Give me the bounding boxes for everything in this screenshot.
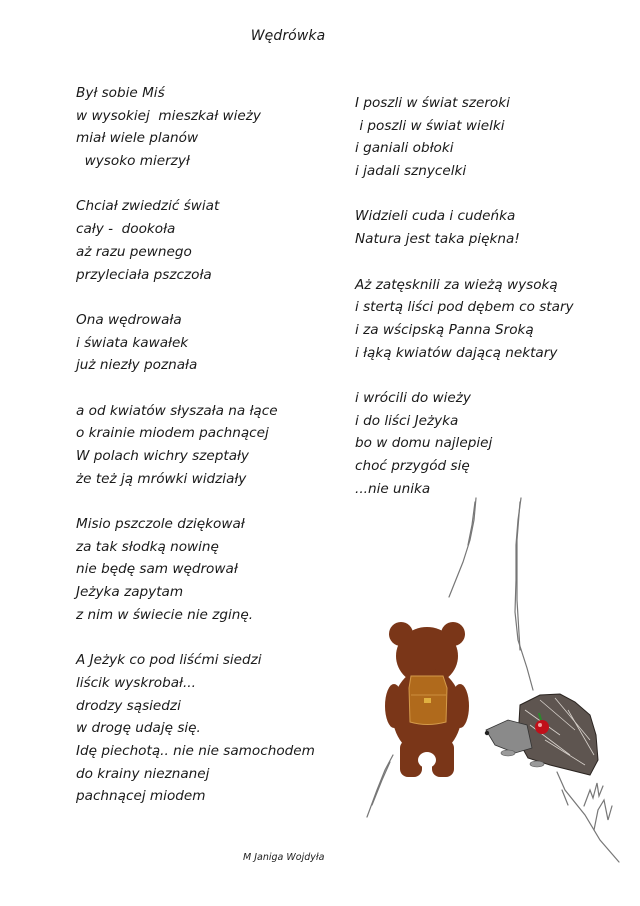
poem-line: drodzy sąsiedzi [76,697,181,714]
poem-line: i wrócili do wieży [355,389,471,406]
poem-line: liścik wyskrobał... [76,674,196,691]
poem-line: i świata kawałek [76,334,189,351]
poem-line: i łąką kwiatów dającą nektary [355,344,558,361]
poem-line: do krainy nieznanej [76,765,210,782]
poem-line: miał wiele planów [76,130,199,147]
bear-icon [385,622,469,777]
poem-line: pachnącej miodem [76,788,206,805]
poem-line: Chciał zwiedzić świat [76,198,220,215]
poem-line: Był sobie Miś [76,85,165,101]
poem-line: przyleciała pszczoła [76,266,212,283]
author-signature: M Janiga Wojdyła [243,852,325,863]
poem-line: i ganiali obłoki [355,140,454,157]
poem-line: nie będę sam wędrował [76,561,238,578]
poem-line: i poszli w świat wielki [355,117,505,134]
poem-line: choć przygód się [355,458,470,474]
poem-line: ...nie unika [355,480,431,497]
poem-line: cały - dookoła [76,221,176,238]
poem-line: Natura jest taka piękna! [355,231,520,248]
poem-line: i za wścipską Panna Sroką [355,321,534,338]
poem-line: o krainie miodem pachnącej [76,425,269,442]
poem-line: już niezły poznała [76,357,198,374]
poem-line: w wysokiej mieszkał wieży [76,107,261,124]
poem-line: a od kwiatów słyszała na łące [76,402,278,419]
poem-line: Ona wędrowała [76,311,182,328]
poem-line: A Jeżyk co pod liśćmi siedzi [76,652,262,669]
poem-line: że też ją mrówki widziały [76,470,247,487]
poem-line: I poszli w świat szeroki [355,95,510,111]
poem-line: Idę piechotą.. nie nie samochodem [76,742,315,759]
poem-line: z nim w świecie nie zginę. [76,606,254,623]
poem-line: Jeżyka zapytam [76,584,184,601]
poem-line: W polach wichry szeptały [76,448,249,464]
poem-line: wysoko mierzył [76,153,190,170]
poem-line: i jadali sznycelki [355,163,467,180]
hedgehog-icon [485,694,598,775]
poem-line: w drogę udaję się. [76,720,201,737]
poem-line: Aż zatęsknili za wieżą wysoką [355,276,558,293]
poem-line: Misio pszczole dziękował [76,516,245,533]
poem-line: i do liści Jeżyka [355,412,459,429]
poem-title: Wędrówka [250,28,326,44]
poem-line: za tak słodką nowinę [76,538,219,555]
poem-line: bo w domu najlepiej [355,435,493,452]
poem-line: aż razu pewnego [76,243,192,260]
poem-line: i stertą liści pod dębem co stary [355,299,574,316]
poem-line: Widzieli cuda i cudeńka [355,208,516,225]
